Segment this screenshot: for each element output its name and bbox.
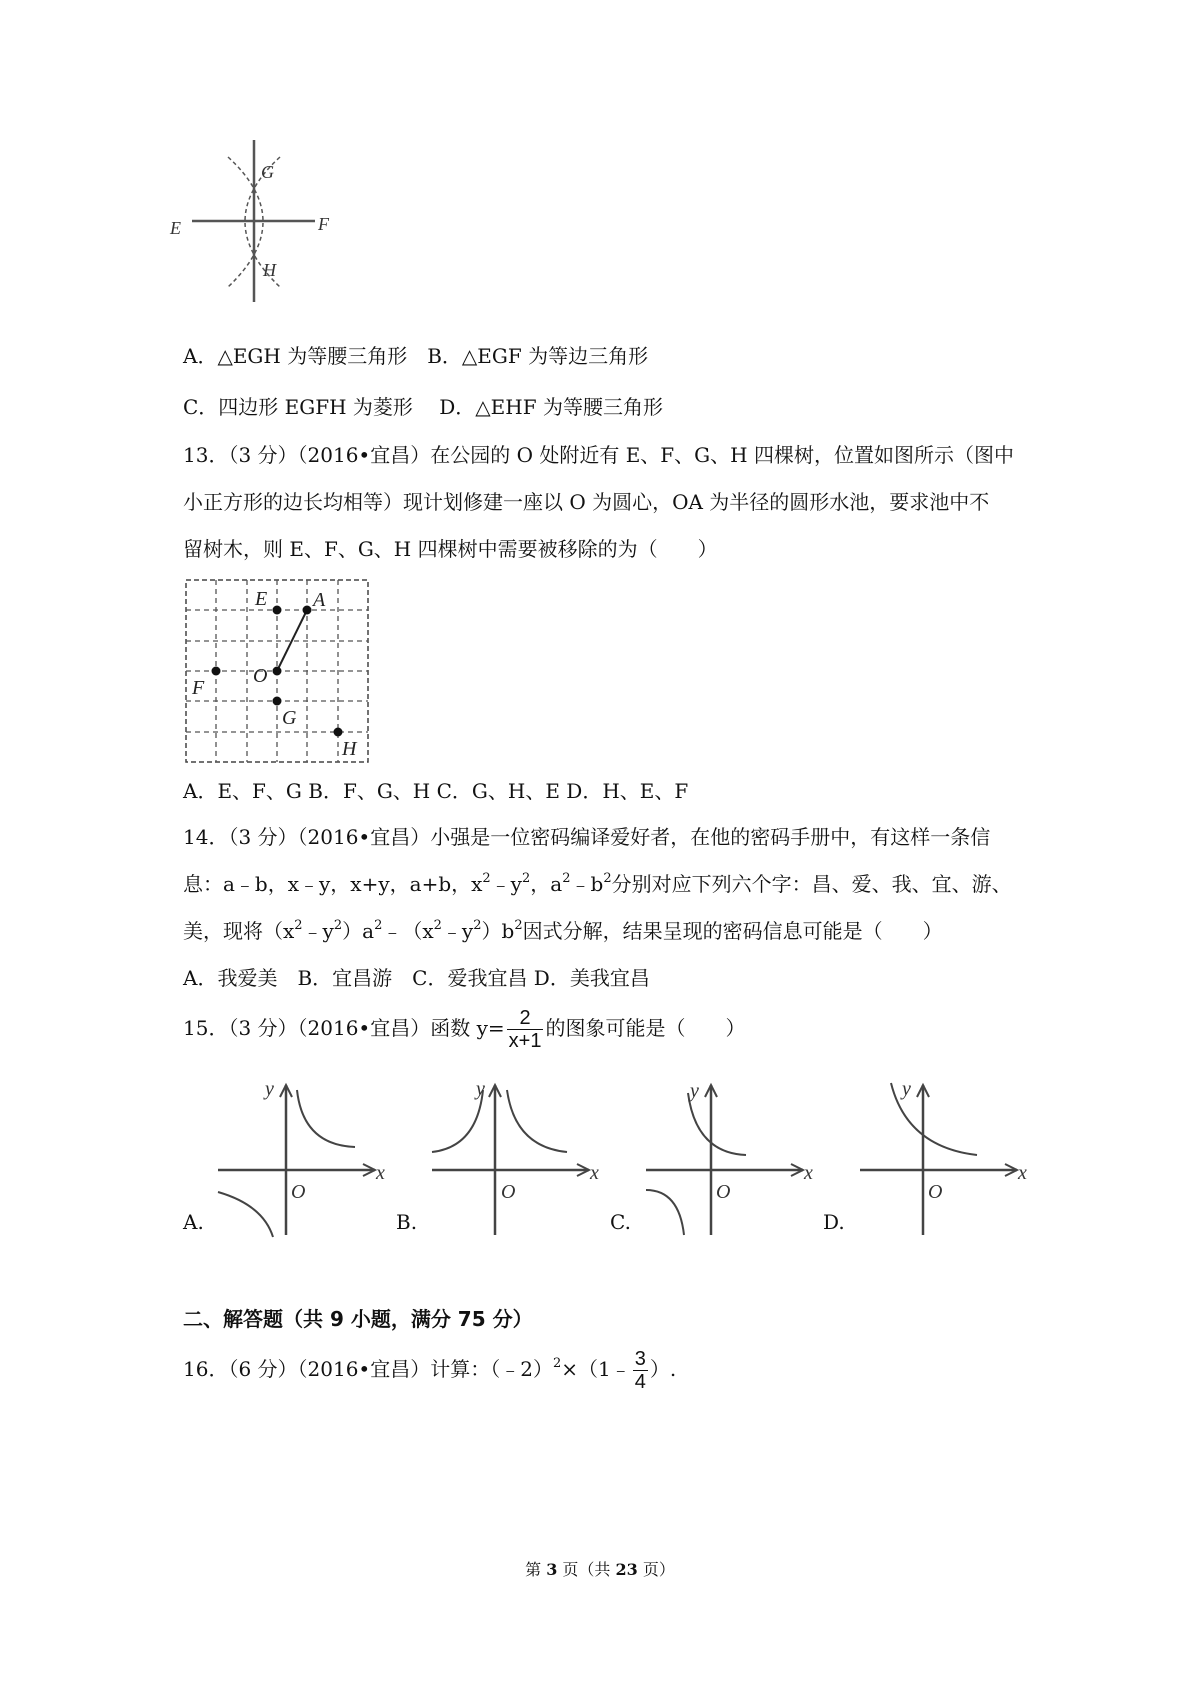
q15-graph-options xyxy=(183,1075,1033,1245)
graph-b-label: B. xyxy=(396,1210,418,1234)
svg-text:y: y xyxy=(902,1078,911,1100)
q16-text: 16．（6 分）（2016•宜昌）计算：（﹣2）$^2$×（1﹣ $\frac{3}{4}$ ）. xyxy=(183,1348,677,1393)
graph-c xyxy=(641,1075,811,1240)
grid-label-a: A xyxy=(313,589,326,611)
svg-text:x: x xyxy=(1018,1162,1027,1184)
tree-grid-figure xyxy=(185,578,371,768)
grid-label-g: G xyxy=(282,707,297,729)
svg-text:O: O xyxy=(716,1181,731,1203)
svg-text:x: x xyxy=(376,1162,385,1184)
svg-text:y: y xyxy=(690,1080,699,1102)
segment-oa xyxy=(277,610,307,671)
grid-label-o: O xyxy=(253,665,268,687)
graph-b xyxy=(427,1075,597,1240)
point-a xyxy=(303,606,312,615)
svg-text:y: y xyxy=(265,1078,274,1100)
grid-label-h: H xyxy=(342,738,357,760)
q13-options: A．E、F、G B．F、G、H C．G、H、E D．H、E、F xyxy=(183,779,689,803)
grid-label-f: F xyxy=(192,677,205,699)
point-h xyxy=(334,728,343,737)
q15-fraction: $\frac{2}{x+1}$ xyxy=(508,1007,542,1052)
q12-options-line1: A．△EGH 为等腰三角形 B．△EGF 为等边三角形 xyxy=(183,344,649,368)
section-heading: 二、解答题（共 9 小题，满分 75 分） xyxy=(183,1307,533,1331)
svg-text:y: y xyxy=(476,1078,485,1100)
label-h: H xyxy=(263,260,276,280)
q14-text-line2: 息：a﹣b，x﹣y，x+y，a+b，$x^2﹣y^2$，$a^2﹣b^2$分别对应下列六个字：昌、爱、我、宜、游、 xyxy=(183,871,1012,896)
svg-text:x: x xyxy=(590,1162,599,1184)
q12-options-line2: C．四边形 EGFH 为菱形 D．△EHF 为等腰三角形 xyxy=(183,395,663,419)
q16-fraction: $\frac{3}{4}$ xyxy=(634,1348,646,1393)
q14-text-line1: 14．（3 分）（2016•宜昌）小强是一位密码编译爱好者，在他的密码手册中，有这样一条信 xyxy=(183,825,991,849)
point-e xyxy=(273,606,282,615)
label-e: E xyxy=(170,218,181,238)
svg-text:x: x xyxy=(804,1162,813,1184)
q13-text-line2: 小正方形的边长均相等）现计划修建一座以 O 为圆心，OA 为半径的圆形水池，要求池中不 xyxy=(183,490,990,514)
page-footer: 第 3 页（共 23 页） xyxy=(525,1560,675,1579)
label-f: F xyxy=(318,214,329,234)
grid-label-e: E xyxy=(255,588,268,610)
point-o xyxy=(273,667,282,676)
svg-text:O: O xyxy=(501,1181,516,1203)
label-g: G xyxy=(261,162,274,182)
svg-text:O: O xyxy=(928,1181,943,1203)
q14-options: A．我爱美 B．宜昌游 C．爱我宜昌 D．美我宜昌 xyxy=(183,966,650,990)
perpendicular-bisector-figure xyxy=(170,135,370,310)
point-f xyxy=(212,667,221,676)
point-g xyxy=(273,697,282,706)
svg-text:O: O xyxy=(291,1181,306,1203)
graph-d-label: D. xyxy=(823,1210,845,1234)
graph-d xyxy=(855,1075,1025,1240)
q14-text-line3: 美，现将$(x^2﹣y^2)a^2﹣(x^2﹣y^2)b^2$因式分解，结果呈现的密码信息可能是（ ） xyxy=(183,918,943,943)
q13-text-line3: 留树木，则 E、F、G、H 四棵树中需要被移除的为（ ） xyxy=(183,537,718,561)
q15-text: 15．（3 分）（2016•宜昌）函数 y= $\frac{2}{x+1}$ 的图象可能是（ ） xyxy=(183,1007,746,1052)
graph-a-label: A. xyxy=(183,1210,204,1234)
graph-a xyxy=(213,1075,383,1240)
graph-c-label: C. xyxy=(610,1210,631,1234)
q13-text-line1: 13．（3 分）（2016•宜昌）在公园的 O 处附近有 E、F、G、H 四棵树，位置如图所示（图中 xyxy=(183,443,1014,467)
